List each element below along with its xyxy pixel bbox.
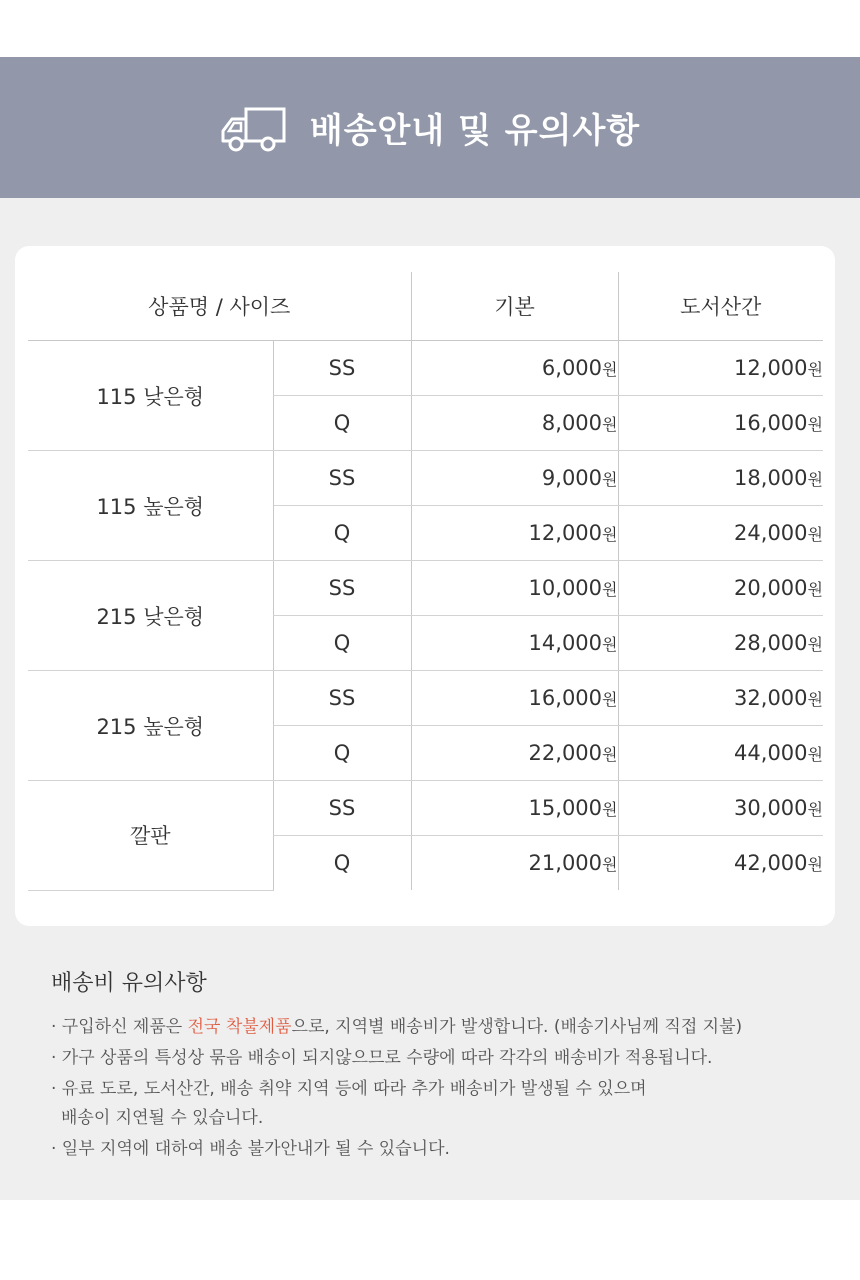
product-name-cell: 깔판	[28, 781, 273, 891]
content-area	[0, 198, 860, 1200]
note-text: · 유료 도로, 도서산간, 배송 취약 지역 등에 따라 추가 배송비가 발생될 수 있으며	[51, 1079, 647, 1099]
currency-unit: 원	[602, 745, 618, 764]
basic-fee-cell	[411, 726, 618, 781]
currency-unit: 원	[807, 855, 823, 874]
fee-amount: 24,000	[734, 521, 808, 545]
fee-amount: 20,000	[734, 576, 808, 600]
table-header-row	[28, 272, 823, 341]
island-fee-cell	[618, 836, 823, 891]
size-cell: Q	[273, 726, 411, 781]
currency-unit: 원	[602, 525, 618, 544]
table-row	[28, 781, 823, 836]
fee-amount: 22,000	[528, 741, 603, 765]
currency-unit: 원	[602, 360, 618, 379]
shipping-fee-card	[15, 246, 835, 926]
currency-unit: 원	[807, 580, 823, 599]
basic-fee-cell	[411, 341, 618, 396]
page-header	[0, 57, 860, 198]
fee-amount: 6,000	[541, 356, 603, 380]
currency-unit: 원	[807, 800, 823, 819]
note-text: 으로, 지역별 배송비가 발생합니다. (배송기사님께 직접 지불)	[291, 1017, 743, 1037]
note-item	[51, 1135, 831, 1164]
notes-list	[51, 1013, 831, 1164]
page-footer-space	[0, 1200, 860, 1280]
note-text: · 구입하신 제품은	[51, 1017, 188, 1037]
product-name-cell: 215 낮은형	[28, 561, 273, 671]
currency-unit: 원	[807, 470, 823, 489]
header-product-size: 상품명 / 사이즈	[28, 272, 411, 341]
product-name-cell: 215 높은형	[28, 671, 273, 781]
basic-fee-cell	[411, 671, 618, 726]
basic-fee-cell	[411, 836, 618, 891]
currency-unit: 원	[602, 800, 618, 819]
size-cell: SS	[273, 671, 411, 726]
currency-unit: 원	[807, 360, 823, 379]
note-highlight-text: 전국 착불제품	[187, 1017, 292, 1037]
header-island: 도서산간	[618, 272, 823, 341]
size-cell: SS	[273, 561, 411, 616]
size-cell: SS	[273, 341, 411, 396]
currency-unit: 원	[602, 855, 618, 874]
table-row	[28, 341, 823, 396]
fee-amount: 16,000	[528, 686, 603, 710]
currency-unit: 원	[602, 690, 618, 709]
island-fee-cell	[618, 396, 823, 451]
note-item	[51, 1013, 831, 1042]
currency-unit: 원	[807, 525, 823, 544]
note-text: 배송이 지연될 수 있습니다.	[61, 1108, 264, 1128]
fee-amount: 10,000	[528, 576, 603, 600]
fee-amount: 15,000	[528, 796, 603, 820]
shipping-notes	[51, 966, 831, 1164]
note-item	[51, 1075, 831, 1133]
fee-amount: 32,000	[734, 686, 808, 710]
island-fee-cell	[618, 341, 823, 396]
fee-amount: 44,000	[734, 741, 808, 765]
table-row	[28, 671, 823, 726]
island-fee-cell	[618, 506, 823, 561]
product-name-cell: 115 높은형	[28, 451, 273, 561]
currency-unit: 원	[602, 470, 618, 489]
currency-unit: 원	[807, 415, 823, 434]
table-row	[28, 451, 823, 506]
island-fee-cell	[618, 561, 823, 616]
size-cell: SS	[273, 451, 411, 506]
page-title: 배송안내 및 유의사항	[309, 111, 641, 151]
fee-amount: 21,000	[528, 851, 603, 875]
note-text: · 일부 지역에 대하여 배송 불가안내가 될 수 있습니다.	[51, 1139, 450, 1159]
size-cell: Q	[273, 396, 411, 451]
fee-amount: 18,000	[734, 466, 808, 490]
fee-amount: 28,000	[734, 631, 808, 655]
basic-fee-cell	[411, 396, 618, 451]
island-fee-cell	[618, 616, 823, 671]
table-row	[28, 561, 823, 616]
fee-amount: 12,000	[734, 356, 808, 380]
product-name-cell: 115 낮은형	[28, 341, 273, 451]
fee-amount: 12,000	[528, 521, 603, 545]
currency-unit: 원	[602, 415, 618, 434]
fee-amount: 14,000	[528, 631, 603, 655]
island-fee-cell	[618, 726, 823, 781]
fee-amount: 42,000	[734, 851, 808, 875]
note-item	[51, 1044, 831, 1073]
currency-unit: 원	[807, 690, 823, 709]
header-basic: 기본	[411, 272, 618, 341]
truck-icon	[220, 103, 286, 153]
basic-fee-cell	[411, 561, 618, 616]
basic-fee-cell	[411, 616, 618, 671]
size-cell: Q	[273, 616, 411, 671]
size-cell: SS	[273, 781, 411, 836]
fee-amount: 30,000	[734, 796, 808, 820]
currency-unit: 원	[807, 745, 823, 764]
basic-fee-cell	[411, 506, 618, 561]
currency-unit: 원	[602, 635, 618, 654]
size-cell: Q	[273, 836, 411, 891]
island-fee-cell	[618, 671, 823, 726]
note-text: · 가구 상품의 특성상 묶음 배송이 되지않으므로 수량에 따라 각각의 배송비가 적용됩니다.	[51, 1048, 713, 1068]
island-fee-cell	[618, 451, 823, 506]
fee-amount: 9,000	[541, 466, 603, 490]
currency-unit: 원	[807, 635, 823, 654]
shipping-fee-table	[28, 272, 823, 891]
fee-amount: 16,000	[734, 411, 808, 435]
basic-fee-cell	[411, 451, 618, 506]
size-cell: Q	[273, 506, 411, 561]
currency-unit: 원	[602, 580, 618, 599]
island-fee-cell	[618, 781, 823, 836]
fee-amount: 8,000	[541, 411, 603, 435]
notes-title: 배송비 유의사항	[51, 971, 207, 996]
basic-fee-cell	[411, 781, 618, 836]
